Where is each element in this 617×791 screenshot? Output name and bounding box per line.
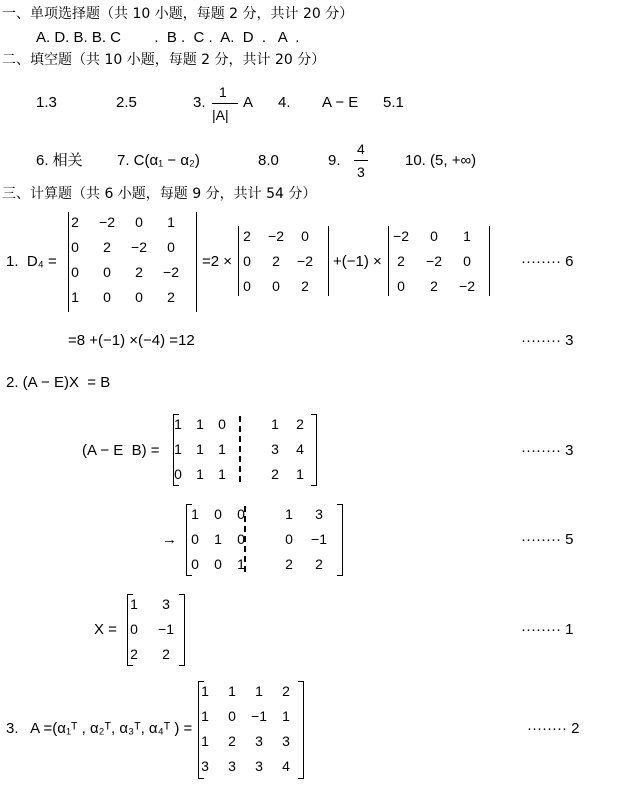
determinant-4x4 xyxy=(68,212,200,312)
blank-answer-4: A − E xyxy=(322,94,359,111)
det4-cell: −2 xyxy=(131,239,147,255)
det3a-cell: 2 xyxy=(272,253,280,269)
det3b-cell: −2 xyxy=(459,278,475,294)
aug-right-cell: 2 xyxy=(271,466,279,482)
red-left-cell: 0 xyxy=(191,531,199,547)
red-right-cell: −1 xyxy=(311,531,327,547)
problem1-plus: +(−1) × xyxy=(333,253,382,270)
augmented-matrix-label: (A − E B) = xyxy=(82,442,160,459)
problem1-label: 1. D₄ = xyxy=(6,253,57,270)
aug-left-cell: 1 xyxy=(218,466,226,482)
blank-answer-3-A: A xyxy=(243,94,254,111)
determinant-3x3-a xyxy=(238,226,330,296)
red-left-cell: 1 xyxy=(237,556,245,572)
det3b-cell: 0 xyxy=(397,278,405,294)
aug-left-cell: 0 xyxy=(218,416,226,432)
red-left-cell: 0 xyxy=(237,506,245,522)
vector-matrix-a xyxy=(198,681,306,779)
blank-answer-3-numerator: 1 xyxy=(219,84,227,100)
det3a-cell: −2 xyxy=(297,253,313,269)
amat-cell: 0 xyxy=(228,708,236,724)
row-reduce-arrow: → xyxy=(162,531,177,548)
problem2-label: 2. (A − E)X = B xyxy=(6,374,111,391)
blank-answer-9-number: 9. xyxy=(328,152,341,169)
red-left-cell: 1 xyxy=(214,531,222,547)
aug-left-cell: 1 xyxy=(196,441,204,457)
section2-heading: 二、填空题（共 10 小题，每题 2 分，共计 20 分） xyxy=(2,52,326,68)
det3b-cell: 1 xyxy=(463,228,471,244)
det3b-cell: −2 xyxy=(426,253,442,269)
problem3-score: ········ 2 xyxy=(527,720,580,737)
section1-heading: 一、单项选择题（共 10 小题，每题 2 分，共计 20 分） xyxy=(2,6,354,22)
red-right-cell: 0 xyxy=(285,531,293,547)
amat-cell: 2 xyxy=(282,683,290,699)
solution-matrix-x xyxy=(127,594,187,666)
det3b-cell: −2 xyxy=(393,228,409,244)
det3b-cell: 2 xyxy=(430,278,438,294)
blank-answer-7: 7. C(α₁ − α₂) xyxy=(117,152,200,169)
determinant-3x3-b xyxy=(388,226,492,296)
aug-left-cell: 1 xyxy=(174,441,182,457)
problem2-score2: ········ 5 xyxy=(521,531,574,548)
det4-cell: 0 xyxy=(71,264,79,280)
section1-answers: A. D. B. B. C . B . C . A. D . A . xyxy=(36,29,300,46)
det3a-cell: −2 xyxy=(268,228,284,244)
blank-answer-4-number: 4. xyxy=(278,94,291,111)
blank-answer-10: 10. (5, +∞) xyxy=(405,152,477,169)
x-cell: −1 xyxy=(158,621,174,637)
red-right-cell: 2 xyxy=(315,556,323,572)
det4-cell: 2 xyxy=(71,214,79,230)
problem1-score2: ········ 3 xyxy=(521,332,574,349)
aug-left-cell: 1 xyxy=(196,466,204,482)
fraction-bar xyxy=(212,103,238,104)
aug-left-cell: 1 xyxy=(218,441,226,457)
det3a-cell: 2 xyxy=(301,278,309,294)
x-cell: 0 xyxy=(130,621,138,637)
det3a-cell: 0 xyxy=(301,228,309,244)
amat-cell: 1 xyxy=(282,708,290,724)
problem1-line2: =8 +(−1) ×(−4) =12 xyxy=(68,332,195,349)
red-left-cell: 0 xyxy=(237,531,245,547)
det4-cell: 1 xyxy=(167,214,175,230)
det4-cell: 2 xyxy=(103,239,111,255)
blank-answer-9-denominator: 3 xyxy=(357,164,365,180)
blank-answer-8: 8.0 xyxy=(258,152,279,169)
red-right-cell: 3 xyxy=(315,506,323,522)
amat-cell: −1 xyxy=(251,708,267,724)
amat-cell: 3 xyxy=(228,758,236,774)
aug-right-cell: 2 xyxy=(296,416,304,432)
aug-left-cell: 0 xyxy=(174,466,182,482)
red-left-cell: 1 xyxy=(191,506,199,522)
blank-answer-3-number: 3. xyxy=(193,94,206,111)
aug-left-cell: 1 xyxy=(174,416,182,432)
amat-cell: 1 xyxy=(201,683,209,699)
problem1-score1: ········ 6 xyxy=(521,253,574,270)
det3b-cell: 0 xyxy=(463,253,471,269)
augmented-matrix xyxy=(173,414,319,486)
det3a-cell: 2 xyxy=(243,228,251,244)
red-right-cell: 1 xyxy=(285,506,293,522)
aug-right-cell: 4 xyxy=(296,441,304,457)
det4-cell: 0 xyxy=(103,264,111,280)
det3a-cell: 0 xyxy=(243,278,251,294)
det3a-cell: 0 xyxy=(272,278,280,294)
amat-cell: 1 xyxy=(255,683,263,699)
problem2-score1: ········ 3 xyxy=(521,442,574,459)
amat-cell: 3 xyxy=(282,733,290,749)
det4-cell: 0 xyxy=(167,239,175,255)
aug-right-cell: 1 xyxy=(271,416,279,432)
problem1-eq2: =2 × xyxy=(202,253,233,270)
det3a-cell: 0 xyxy=(243,253,251,269)
solution-x-label: X = xyxy=(94,621,117,638)
det4-cell: 0 xyxy=(135,289,143,305)
section3-heading: 三、计算题（共 6 小题，每题 9 分，共计 54 分） xyxy=(2,186,317,202)
det4-cell: 0 xyxy=(71,239,79,255)
x-cell: 2 xyxy=(130,646,138,662)
red-left-cell: 0 xyxy=(191,556,199,572)
det4-cell: 1 xyxy=(71,289,79,305)
reduced-matrix xyxy=(186,504,346,576)
amat-cell: 2 xyxy=(228,733,236,749)
amat-cell: 3 xyxy=(255,758,263,774)
det4-cell: −2 xyxy=(163,264,179,280)
det4-cell: 2 xyxy=(135,264,143,280)
det4-cell: 0 xyxy=(103,289,111,305)
blank-answer-6: 6. 相关 xyxy=(36,152,83,169)
x-cell: 2 xyxy=(162,646,170,662)
blank-answer-5: 5.1 xyxy=(383,94,404,111)
det4-cell: 2 xyxy=(167,289,175,305)
amat-cell: 1 xyxy=(201,708,209,724)
blank-answer-9-numerator: 4 xyxy=(357,141,365,157)
aug-left-cell: 1 xyxy=(196,416,204,432)
amat-cell: 3 xyxy=(255,733,263,749)
red-left-cell: 0 xyxy=(214,506,222,522)
det4-cell: −2 xyxy=(99,214,115,230)
blank-answer-1: 1.3 xyxy=(36,94,57,111)
x-cell: 3 xyxy=(162,596,170,612)
x-cell: 1 xyxy=(130,596,138,612)
aug-right-cell: 1 xyxy=(296,466,304,482)
aug-right-cell: 3 xyxy=(271,441,279,457)
amat-cell: 3 xyxy=(201,758,209,774)
problem2-score3: ········ 1 xyxy=(521,621,574,638)
det3b-cell: 0 xyxy=(430,228,438,244)
amat-cell: 1 xyxy=(228,683,236,699)
problem3-label: 3. A =(α₁ᵀ , α₂ᵀ, α₃ᵀ, α₄ᵀ ) = xyxy=(6,720,193,737)
red-right-cell: 2 xyxy=(285,556,293,572)
amat-cell: 1 xyxy=(201,733,209,749)
fraction-bar xyxy=(354,160,368,161)
amat-cell: 4 xyxy=(282,758,290,774)
red-left-cell: 0 xyxy=(214,556,222,572)
det4-cell: 0 xyxy=(135,214,143,230)
det3b-cell: 2 xyxy=(397,253,405,269)
blank-answer-3-denominator: |A| xyxy=(212,107,229,123)
blank-answer-2: 2.5 xyxy=(116,94,137,111)
